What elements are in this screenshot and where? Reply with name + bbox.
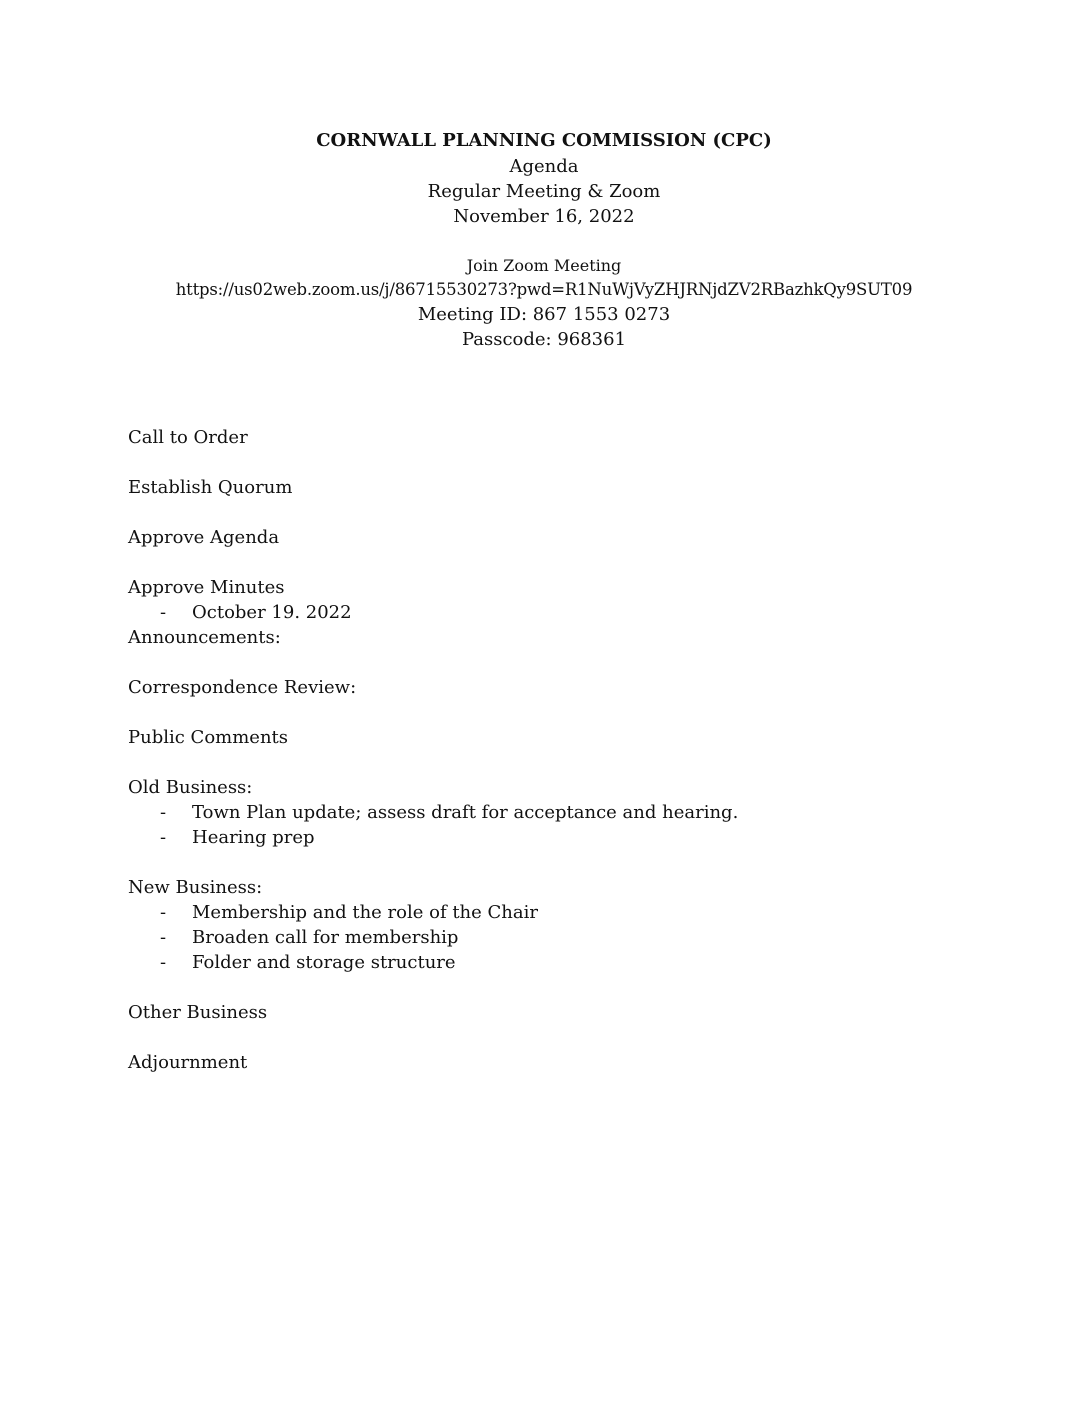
list-item xyxy=(128,925,988,950)
bullet-dash: - xyxy=(160,602,167,623)
agenda-header xyxy=(0,128,1088,229)
meeting-type: Regular Meeting & Zoom xyxy=(427,181,661,202)
zoom-join-label: Join Zoom Meeting xyxy=(466,256,622,275)
document-type: Agenda xyxy=(509,156,579,177)
agenda-item-new-business: New Business: xyxy=(128,877,263,898)
zoom-passcode: Passcode: 968361 xyxy=(461,329,627,350)
old-business-town-plan: Town Plan update; assess draft for acceptance and hearing. xyxy=(192,802,739,823)
bullet-dash: - xyxy=(160,902,167,923)
agenda-list xyxy=(128,425,988,1075)
new-business-folder-structure: Folder and storage structure xyxy=(192,952,456,973)
agenda-item-approve-minutes: Approve Minutes xyxy=(128,577,285,598)
agenda-item-old-business: Old Business: xyxy=(128,777,253,798)
zoom-meeting-id: Meeting ID: 867 1553 0273 xyxy=(417,304,671,325)
agenda-item-other-business: Other Business xyxy=(128,1002,268,1023)
agenda-item-announcements: Announcements: xyxy=(128,627,281,648)
agenda-item-adjournment: Adjournment xyxy=(128,1052,248,1073)
list-item xyxy=(128,950,988,975)
list-item xyxy=(128,900,988,925)
list-item xyxy=(128,800,988,825)
bullet-dash: - xyxy=(160,927,167,948)
agenda-item-establish-quorum: Establish Quorum xyxy=(128,477,293,498)
bullet-dash: - xyxy=(160,952,167,973)
bullet-dash: - xyxy=(160,827,167,848)
bullet-dash: - xyxy=(160,802,167,823)
zoom-details xyxy=(0,254,1088,352)
agenda-item-call-to-order: Call to Order xyxy=(128,427,248,448)
meeting-date: November 16, 2022 xyxy=(453,206,635,227)
agenda-item-correspondence: Correspondence Review: xyxy=(128,677,357,698)
agenda-item-public-comments: Public Comments xyxy=(128,727,289,748)
commission-title: CORNWALL PLANNING COMMISSION (CPC) xyxy=(316,130,772,151)
minutes-date: October 19. 2022 xyxy=(192,602,352,623)
zoom-meeting-link[interactable]: https://us02web.zoom.us/j/86715530273?pwd=R1NuWjVyZHJRNjdZV2RBazhkQy9SUT09 xyxy=(175,280,913,299)
agenda-item-approve-agenda: Approve Agenda xyxy=(128,527,280,548)
new-business-membership: Membership and the role of the Chair xyxy=(192,902,538,923)
new-business-broaden-call: Broaden call for membership xyxy=(192,927,459,948)
list-item xyxy=(128,600,988,625)
list-item xyxy=(128,825,988,850)
old-business-hearing-prep: Hearing prep xyxy=(192,827,315,848)
